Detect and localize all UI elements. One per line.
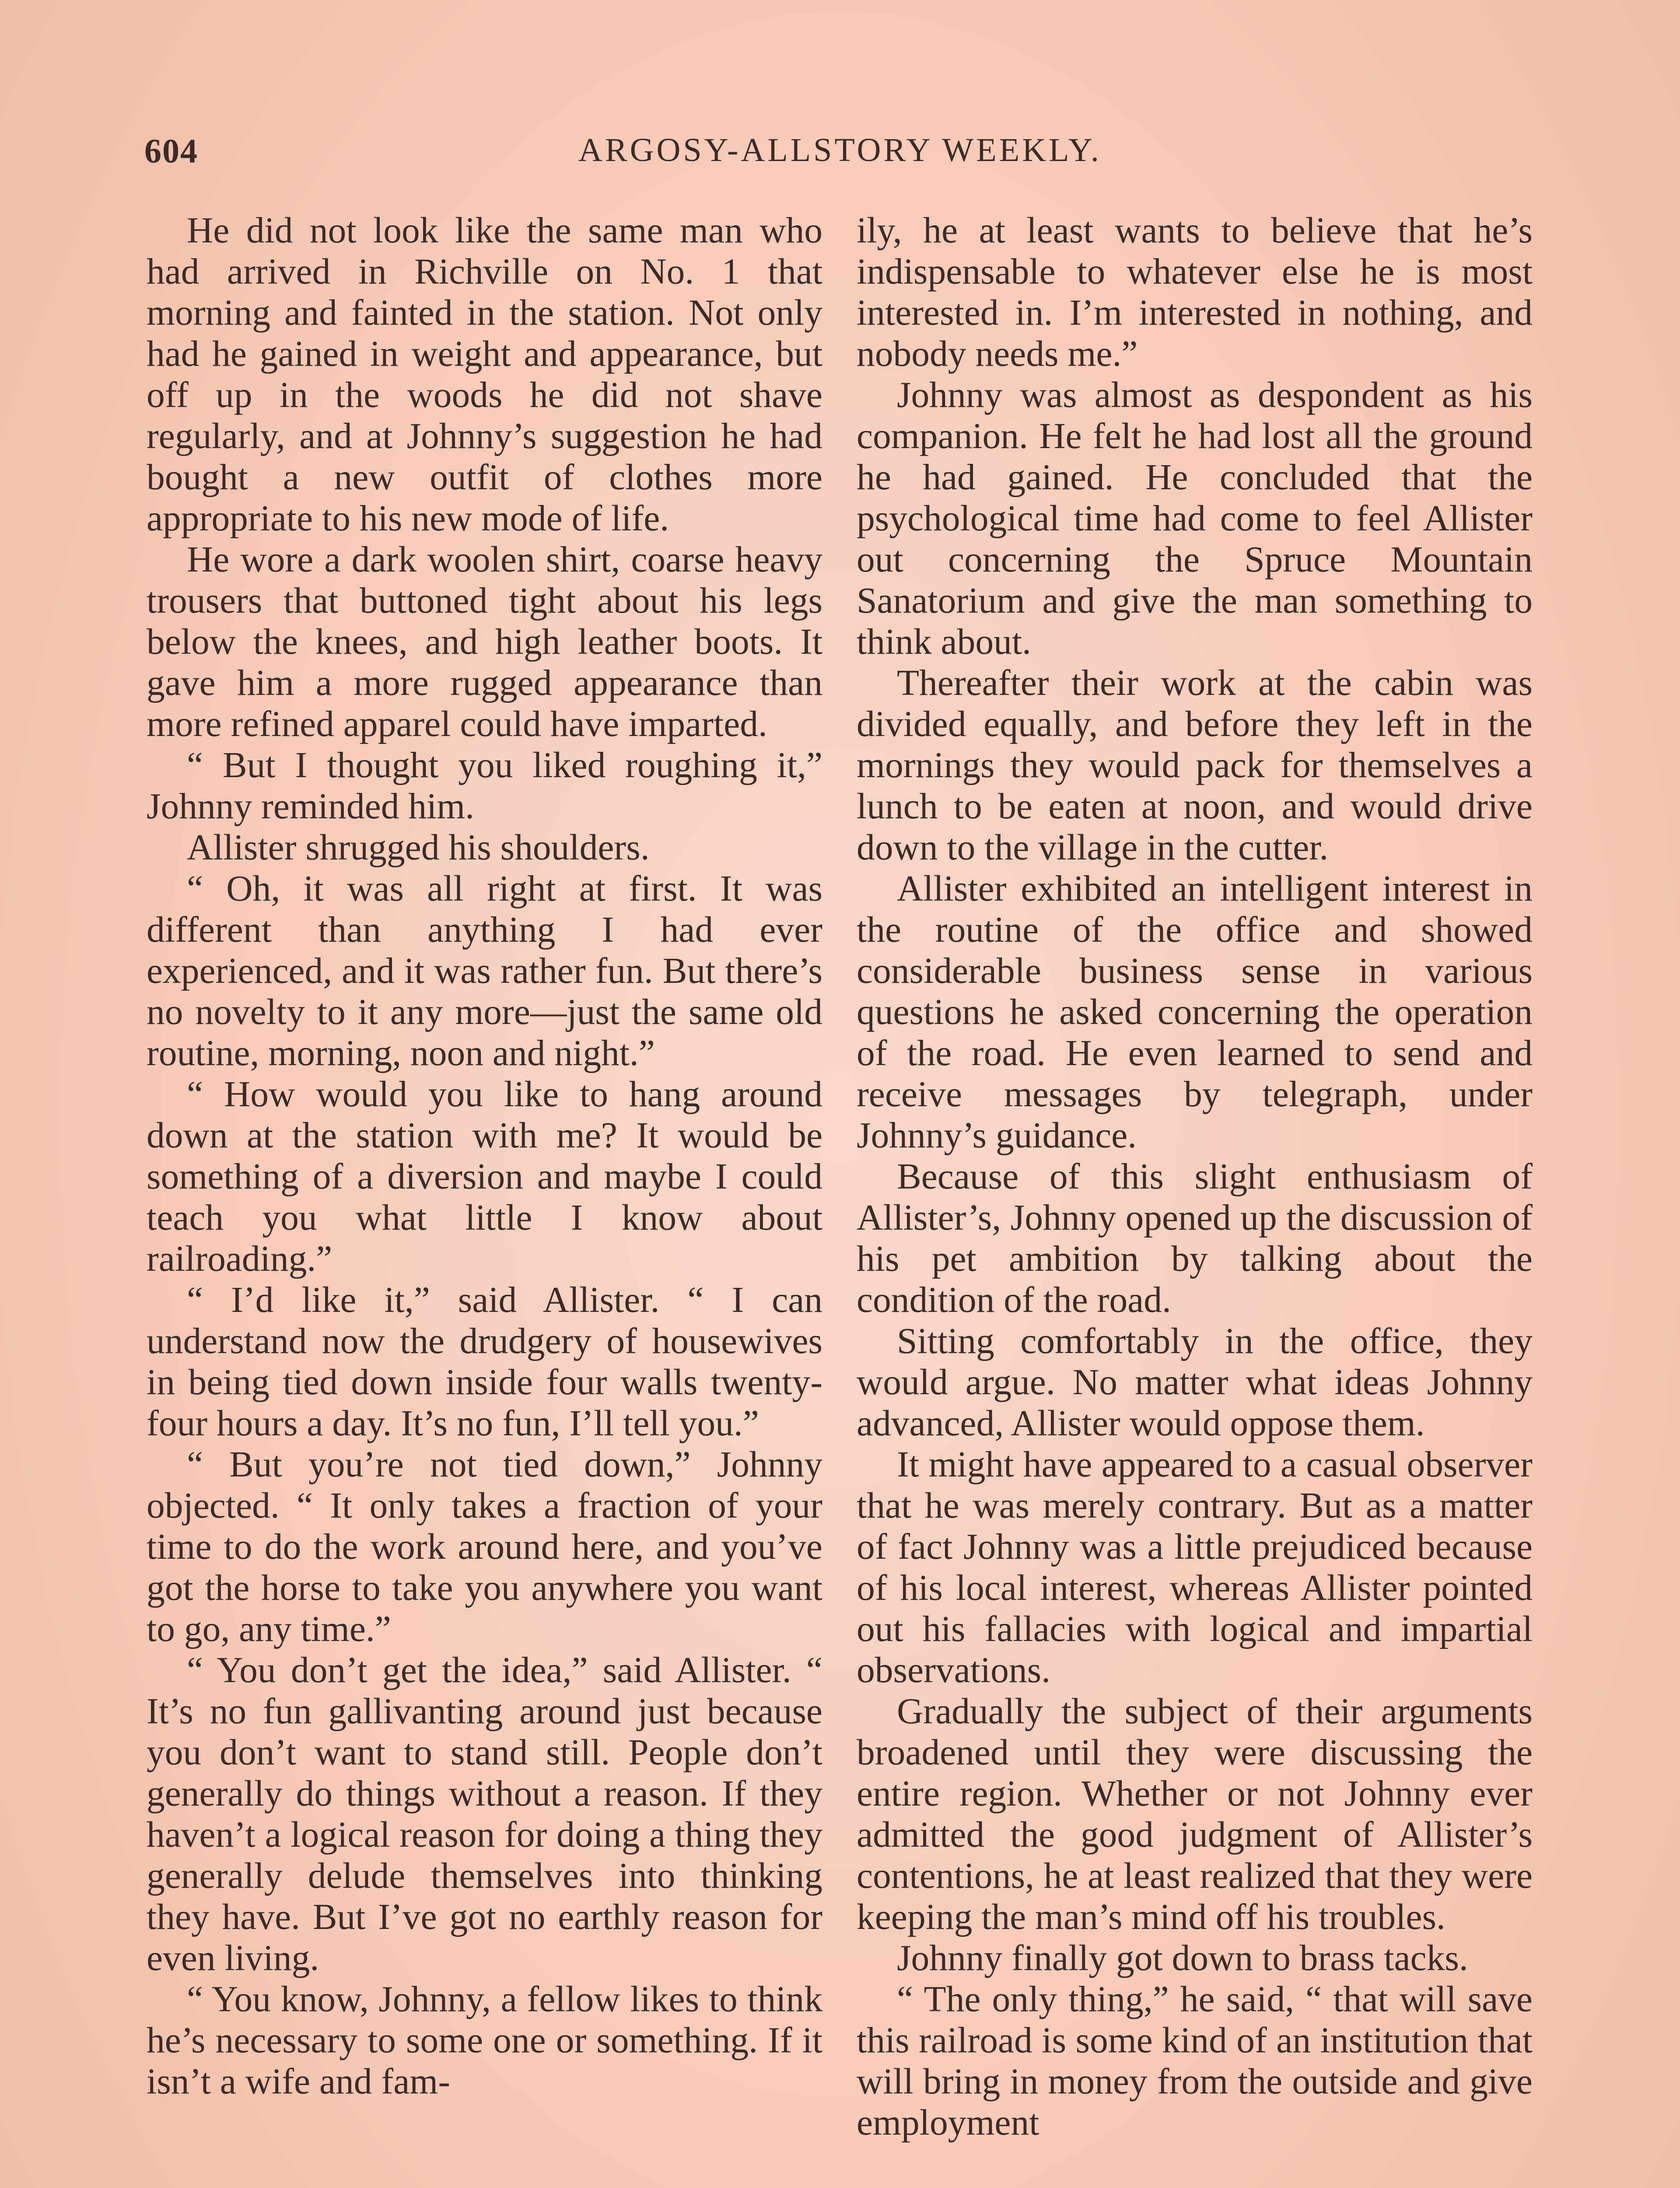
right-column xyxy=(857,210,1533,2143)
paragraph: “ I’d like it,” said Allister. “ I can understand now the drudgery of housewives in being tied down inside four walls twenty-four hours a day. It’s no fun, I’ll tell you.” xyxy=(147,1280,822,1444)
paragraph: “ But you’re not tied down,” Johnny objected. “ It only takes a fraction of your time to do the work around here, and you’ve got the horse to take you anywhere you want to go, any time.” xyxy=(147,1445,822,1649)
paragraph: Gradually the subject of their arguments broadened until they were discussing the entire region. Whether or not Johnny ever admitted the good judgment of Allister’s contentions, he at least realized that they were keeping the man’s mind off his troubles. xyxy=(857,1691,1533,1937)
page-number: 604 xyxy=(144,132,198,170)
paragraph: Sitting comfortably in the office, they would argue. No matter what ideas Johnny advanced, Allister would oppose them. xyxy=(857,1321,1533,1444)
paragraph-continuation: ily, he at least wants to believe that he’s indispensable to whatever else he is most interested in. I’m interested in nothing, and nobody needs me.” xyxy=(857,210,1533,374)
paragraph: Because of this slight enthusiasm of Allister’s, Johnny opened up the discussion of his pet ambition by talking about the condition of the road. xyxy=(857,1157,1533,1320)
paragraph: Johnny finally got down to brass tacks. xyxy=(897,1938,1468,1978)
paragraph: It might have appeared to a casual observer that he was merely contrary. But as a matter of fact Johnny was a little prejudiced because of his local interest, whereas Allister pointed out his fallacies with logical and impartial observations. xyxy=(857,1445,1533,1690)
left-column xyxy=(147,210,822,2102)
paragraph: Johnny was almost as despondent as his companion. He felt he had lost all the ground he had gained. He concluded that the psychological time had come to feel Allister out concerning the Spruce Mountain Sanatorium and give the man something to think about. xyxy=(857,375,1533,662)
paragraph: Allister shrugged his shoulders. xyxy=(187,828,650,868)
paragraph: “ Oh, it was all right at first. It was different than anything I had ever experienced, and it was rather fun. But there’s no novelty to it any more—just the same old routine, morning, noon and night.” xyxy=(147,869,822,1073)
paragraph: He wore a dark woolen shirt, coarse heavy trousers that buttoned tight about his legs below the knees, and high leather boots. It gave him a more rugged appearance than more refined apparel could have imparted. xyxy=(147,540,822,744)
running-title: ARGOSY-ALLSTORY WEEKLY. xyxy=(578,132,1102,168)
page-header xyxy=(144,131,1536,184)
paragraph: “ You don’t get the idea,” said Allister. “ It’s no fun gallivanting around just because you don’t want to stand still. People don’t generally do things without a reason. If they haven’t a logical reason for doing a thing they generally delude themselves into thinking they have. But I’ve got no earthly reason for even living. xyxy=(147,1650,822,1978)
paragraph: “ How would you like to hang around down at the station with me? It would be something of a diversion and maybe I could teach you what little I know about railroading.” xyxy=(147,1074,822,1279)
paragraph: He did not look like the same man who had arrived in Richville on No. 1 that morning and fainted in the station. Not only had he gained in weight and appearance, but off up in the woods he did not shave regularly, and at Johnny’s suggestion he had bought a new outfit of clothes more appropriate to his new mode of life. xyxy=(147,210,822,539)
paragraph: “ The only thing,” he said, “ that will save this railroad is some kind of an institution that will bring in money from the outside and give employment xyxy=(857,1979,1533,2143)
paragraph: “ But I thought you liked roughing it,” Johnny reminded him. xyxy=(147,745,822,827)
paragraph: “ You know, Johnny, a fellow likes to think he’s necessary to some one or something. If it isn’t a wife and fam- xyxy=(147,1979,822,2102)
paragraph: Thereafter their work at the cabin was divided equally, and before they left in the mornings they would pack for themselves a lunch to be eaten at noon, and would drive down to the village in the cutter. xyxy=(857,663,1533,868)
paragraph: Allister exhibited an intelligent interest in the routine of the office and showed considerable business sense in various questions he asked concerning the operation of the road. He even learned to send and receive messages by telegraph, under Johnny’s guidance. xyxy=(857,869,1533,1156)
